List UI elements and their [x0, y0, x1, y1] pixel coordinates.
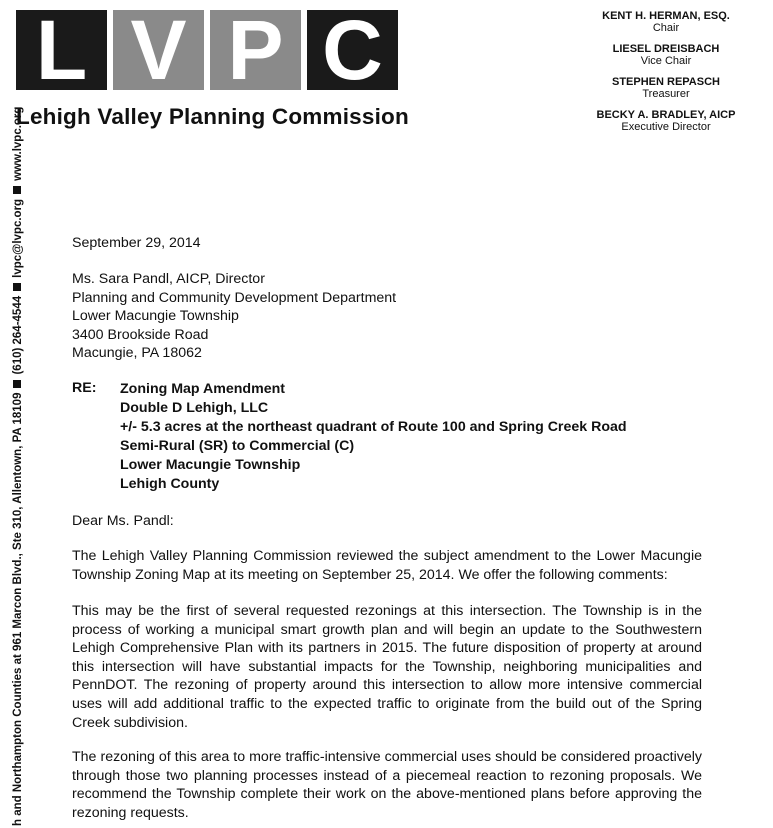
officer-name: LIESEL DREISBACH [612, 43, 720, 55]
subject-line: +/- 5.3 acres at the northeast quadrant of Route 100 and Spring Creek Road [120, 419, 627, 435]
logo-letter-c: C [307, 10, 398, 90]
organization-name: Lehigh Valley Planning Commission [16, 104, 409, 129]
subject-line: Double D Lehigh, LLC [120, 400, 269, 416]
officer-role: Executive Director [621, 121, 711, 133]
logo-letter-v: V [113, 10, 204, 90]
officer-role: Vice Chair [640, 55, 692, 67]
address-line: Ms. Sara Pandl, AICP, Director [72, 271, 265, 287]
contact-address: h and Northampton Counties at 961 Marcon Blvd., Ste 310, Allentown, PA 18109 [12, 392, 24, 826]
officer-chair [581, 10, 751, 34]
address-line: Lower Macungie Township [72, 308, 239, 324]
officer-name: STEPHEN REPASCH [612, 76, 720, 88]
officers-list [581, 10, 751, 142]
officer-name: BECKY A. BRADLEY, AICP [596, 109, 736, 121]
officer-treasurer [581, 76, 751, 100]
contact-website: www.lvpc.org [12, 106, 24, 181]
contact-sidebar [12, 106, 24, 826]
address-line: Planning and Community Development Department [72, 289, 397, 306]
subject-block [120, 380, 627, 494]
contact-phone: (610) 264-4544 [12, 295, 24, 375]
address-line: Macungie, PA 18062 [72, 345, 202, 361]
officer-role: Chair [652, 22, 680, 34]
salutation: Dear Ms. Pandl: [72, 513, 174, 529]
paragraph-line: through those two planning processes instead of a piecemeal reaction to rezoning proposals. We [72, 767, 702, 784]
paragraph-line: this intersection will have substantial impacts for the Township, neighboring municipalities and [72, 658, 702, 675]
paragraph-line: PennDOT. The rezoning of property around this intersection to allow more intensive commercial [72, 677, 702, 694]
square-bullet-icon [13, 283, 21, 291]
officer-role: Treasurer [642, 88, 690, 100]
subject-line: Zoning Map Amendment [120, 381, 285, 397]
recipient-address [72, 270, 396, 363]
lvpc-logo [16, 3, 398, 97]
paragraph-line: The rezoning of this area to more traffic-intensive commercial uses should be considered proactively [72, 749, 702, 765]
subject-line: Semi-Rural (SR) to Commercial (C) [120, 438, 355, 454]
letter-date: September 29, 2014 [72, 235, 201, 251]
square-bullet-icon [13, 380, 21, 388]
logo-letter-l: L [16, 10, 107, 90]
paragraph-line: Creek subdivision. [72, 714, 188, 731]
paragraph-line: Township Zoning Map at its meeting on September 25, 2014. We offer the following comments: [72, 566, 668, 583]
re-label: RE: [72, 380, 97, 396]
paragraph-1 [72, 547, 702, 584]
logo-letter-p: P [210, 10, 301, 90]
contact-email: lvpc@lvpc.org [12, 198, 24, 278]
officer-name: KENT H. HERMAN, ESQ. [602, 10, 730, 22]
paragraph-line: recommend the Township complete their work on the above-mentioned plans before approving the [72, 786, 702, 803]
paragraph-line: Lehigh Comprehensive Plan with its partners in 2015. The future disposition of property at around [72, 640, 702, 657]
paragraph-line: This may be the first of several requested rezonings at this intersection. The Township is in the [72, 603, 702, 619]
address-line: 3400 Brookside Road [72, 326, 209, 343]
paragraph-line: uses will add additional traffic to the expected traffic to originate from the build out of the Spring [72, 695, 702, 712]
officer-executive-director [581, 109, 751, 133]
paragraph-line: process of working a municipal smart growth plan and will begin an update to the Southwestern [72, 621, 702, 638]
subject-line: Lower Macungie Township [120, 457, 301, 473]
officer-vice-chair [581, 43, 751, 67]
paragraph-line: The Lehigh Valley Planning Commission reviewed the subject amendment to the Lower Macungie [72, 548, 702, 564]
paragraph-line: rezoning requests. [72, 804, 189, 821]
paragraph-2 [72, 602, 702, 732]
square-bullet-icon [13, 186, 21, 194]
subject-line: Lehigh County [120, 476, 220, 492]
paragraph-3 [72, 748, 702, 822]
